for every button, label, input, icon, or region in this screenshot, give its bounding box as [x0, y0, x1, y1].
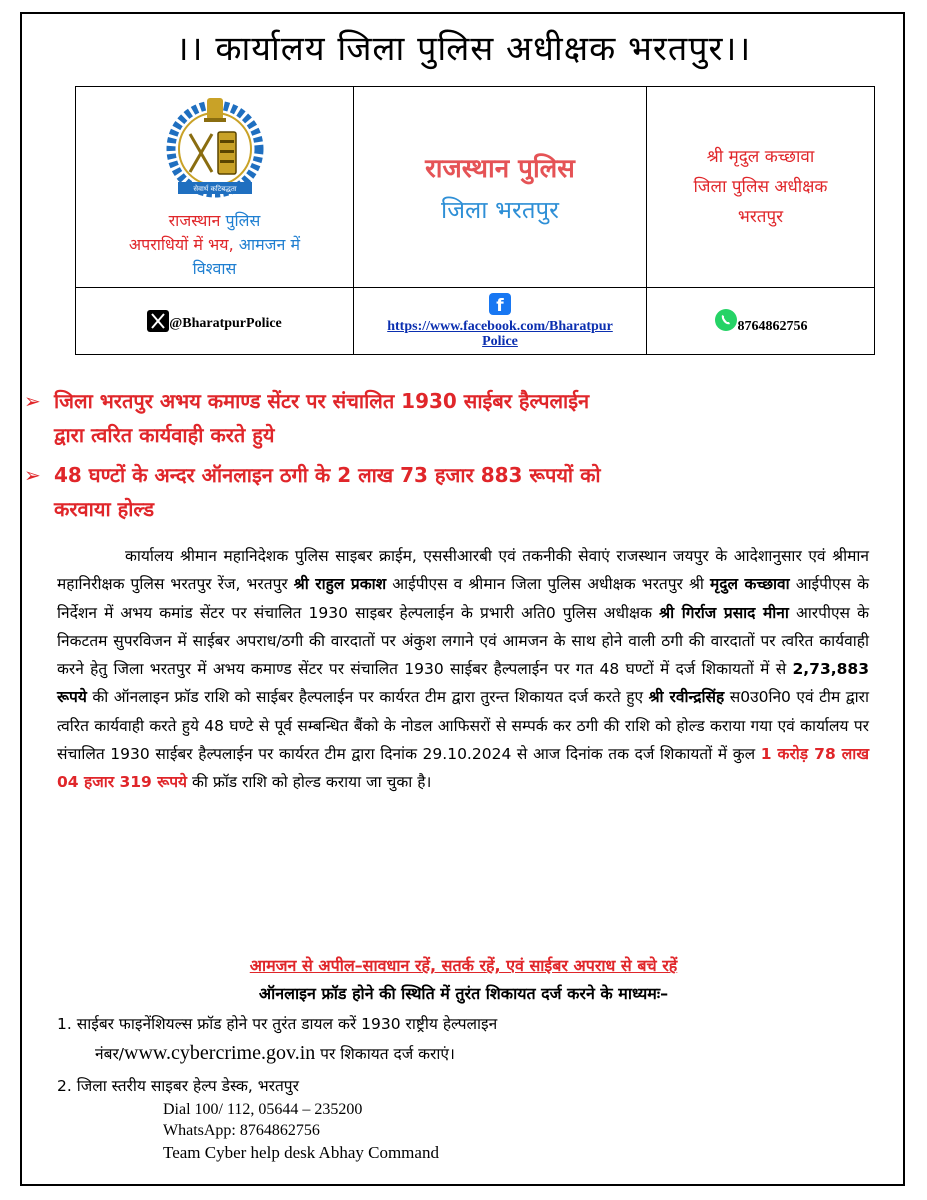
whatsapp-icon: [714, 308, 738, 332]
svg-text:f: f: [496, 296, 504, 315]
motto-line2a: अपराधियों में भय,: [128, 234, 239, 254]
district-subtitle: जिला भरतपुर: [441, 195, 559, 224]
dial-numbers: Dial 100/ 112, 05644 – 235200: [163, 1101, 363, 1118]
arrow-icon: ➢: [24, 463, 41, 487]
rajasthan-police-title: राजस्थान पुलिस: [425, 153, 575, 184]
press-release-body: कार्यालय श्रीमान महानिदेशक पुलिस साइबर क्राईम, एससीआरबी एवं तकनीकी सेवाएं राजस्थान जयपुर के आदेशानुसार एवं श्रीमान महानिरीक्षक पुलिस भरतपुर रेंज, भरतपुर श्री राहुल प्रकाश आईपीएस व श्रीमान जिला पुलिस अधीक्षक भरतपुर श्री मृदुल कच्छावा आईपीएस के निर्देशन में अभय कमांड सेंटर पर संचालित 1930 साइबर हेल्पलाईन के प्रभारी अति0 पुलिस अधीक्षक श्री गिर्राज प्रसाद मीना आरपीएस के निकटतम सुपरविजन में साईबर अपराध/ठगी की वारदातों पर अंकुश लगाने एवं आमजन के साथ होने वाली ठगी की वारदातों पर त्वरित कार्यवाही करने हेतु जिला भरतपुर में अभय कमाण्ड सेंटर पर संचालित 1930 साईबर हैल्पलाईन पर गत 48 घण्टों में दर्ज शिकायतों में से 2,73,883 रूपये की ऑनलाइन फ्रॉड राशि को साईबर हैल्पलाईन पर कार्यरत टीम द्वारा तुरन्त शिकायत दर्ज करते हुए श्री रवीन्द्रसिंह स0उ0नि0 एवं टीम द्वारा त्वरित कार्यवाही करते हुये 48 घण्टे से पूर्व सम्बन्धित बैंको के नोडल आफिसरों से सम्पर्क कर ठगी की राशि को होल्ड कराया गया एवं कार्यालय पर संचालित 1930 साईबर हैल्पलाईन पर कार्यरत टीम द्वारा दिनांक 29.10.2024 से आज दिनांक तक दर्ज शिकायतों में कुल 1 करोड़ 78 लाख 04 हजार 319 रूपये की फ्रॉड राशि को होल्ड कराया जा चुका है।: [57, 547, 870, 792]
bullet-1-line1: जिला भरतपुर अभय कमाण्ड सेंटर पर संचालित 1930 साईबर हैल्पलाईन: [54, 389, 590, 413]
complaint-mediums-heading: ऑनलाइन फ्रॉड होने की स्थिति में तुरंत शिकायत दर्ज करने के माध्यमः–: [258, 984, 669, 1003]
cybercrime-url[interactable]: www.cybercrime.gov.in: [124, 1042, 316, 1064]
whatsapp-number: 8764862756: [737, 318, 808, 334]
facebook-cell: [354, 288, 647, 355]
medium-item-1-line1: 1. साईबर फाइनेंशियल्स फ्रॉड होने पर तुरंत डायल करें 1930 राष्ट्रीय हेल्पलाइन: [57, 1015, 498, 1033]
bullet-1-text: [54, 384, 894, 452]
facebook-url-line1[interactable]: https://www.facebook.com/Bharatpur: [387, 319, 613, 334]
whatsapp-contact[interactable]: [714, 319, 808, 334]
motto-line1a: राजस्थान: [168, 210, 226, 230]
bullet-1-line2: द्वारा त्वरित कार्यवाही करते हुये: [54, 423, 275, 447]
facebook-link[interactable]: [360, 319, 640, 349]
police-motto: [82, 209, 347, 281]
twitter-handle: @BharatpurPolice: [169, 316, 282, 331]
sp-cell: [647, 87, 875, 288]
bullet-2-line1: 48 घण्टों के अन्दर ऑनलाइन ठगी के 2 लाख 73 हजार 883 रूपयों को: [54, 463, 601, 487]
emblem-cell: [76, 87, 354, 288]
public-appeal: आमजन से अपील–सावधान रहें, सतर्क रहें, एवं साईबर अपराध से बचे रहें: [249, 956, 678, 975]
sp-name: श्री मृदुल कच्छावा: [706, 147, 815, 167]
emblem-caption: सेवार्थ कटिबद्धता: [192, 184, 237, 193]
sp-city: भरतपुर: [737, 207, 784, 227]
page-title: ।। कार्यालय जिला पुलिस अधीक्षक भरतपुर।।: [175, 29, 752, 69]
header-table: [75, 86, 875, 355]
facebook-icon: [489, 293, 511, 315]
facebook-url-line2[interactable]: Police: [482, 334, 518, 349]
whatsapp-cell: [647, 288, 875, 355]
team-signature: Team Cyber help desk Abhay Command: [163, 1143, 439, 1162]
bullet-2-line2: करवाया होल्ड: [54, 497, 155, 521]
motto-line3: विश्वास: [192, 258, 237, 278]
motto-line1b: पुलिस: [225, 210, 261, 230]
center-title-cell: [354, 87, 647, 288]
medium-item-1-line2: नंबर/www.cybercrime.gov.in पर शिकायत दर्ज कराएं।: [95, 1042, 455, 1064]
medium-item-2: 2. जिला स्तरीय साइबर हेल्प डेस्क, भरतपुर: [57, 1077, 299, 1095]
twitter-link[interactable]: [147, 316, 282, 331]
sp-designation: जिला पुलिस अधीक्षक: [693, 177, 828, 197]
x-logo-icon: [147, 310, 169, 332]
whatsapp-helpdesk: WhatsApp: 8764862756: [163, 1122, 320, 1139]
motto-line2b: आमजन में: [238, 234, 301, 254]
twitter-cell: [76, 288, 354, 355]
bullet-2-text: [54, 458, 894, 526]
rajasthan-police-emblem-icon: [160, 94, 270, 199]
arrow-icon: ➢: [24, 389, 41, 413]
